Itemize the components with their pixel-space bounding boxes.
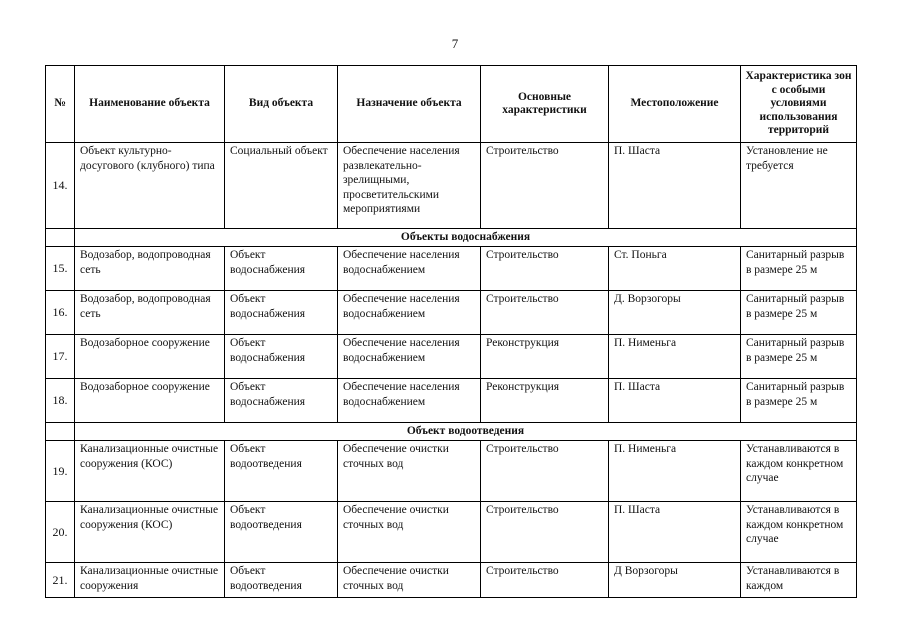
table-row	[46, 247, 857, 291]
row-number: 18.	[46, 379, 75, 423]
cell-characteristics: Строительство	[481, 291, 609, 335]
cell-purpose: Обеспечение очистки сточных вод	[338, 502, 481, 563]
row-number: 19.	[46, 441, 75, 502]
table-row	[46, 502, 857, 563]
table-row	[46, 143, 857, 229]
cell-location: П. Нименьга	[609, 335, 741, 379]
row-number: 16.	[46, 291, 75, 335]
cell-characteristics: Реконструкция	[481, 335, 609, 379]
section-spacer	[46, 229, 75, 247]
cell-zones: Устанавливаются в каждом конкретном случае	[741, 502, 857, 563]
header-purpose: Назначение объекта	[338, 66, 481, 143]
cell-characteristics: Строительство	[481, 563, 609, 598]
section-title-sewer: Объект водоотведения	[75, 423, 857, 441]
header-zones: Характеристика зон с особыми условиями использования территорий	[741, 66, 857, 143]
section-spacer	[46, 423, 75, 441]
row-number: 20.	[46, 502, 75, 563]
header-num: №	[46, 66, 75, 143]
table-row	[46, 335, 857, 379]
cell-type: Социальный объект	[225, 143, 338, 229]
cell-zones: Санитарный разрыв в размере 25 м	[741, 379, 857, 423]
header-name: Наименование объекта	[75, 66, 225, 143]
cell-characteristics: Реконструкция	[481, 379, 609, 423]
cell-characteristics: Строительство	[481, 441, 609, 502]
cell-type: Объект водоотведения	[225, 502, 338, 563]
cell-characteristics: Строительство	[481, 247, 609, 291]
cell-location: Д Ворзогоры	[609, 563, 741, 598]
cell-name: Водозаборное сооружение	[75, 379, 225, 423]
cell-type: Объект водоотведения	[225, 441, 338, 502]
table-row	[46, 441, 857, 502]
header-characteristics: Основные характеристики	[481, 66, 609, 143]
cell-characteristics: Строительство	[481, 502, 609, 563]
cell-purpose: Обеспечение очистки сточных вод	[338, 441, 481, 502]
cell-purpose: Обеспечение населения водоснабжением	[338, 291, 481, 335]
cell-purpose: Обеспечение населения водоснабжением	[338, 247, 481, 291]
cell-name: Водозабор, водопроводная сеть	[75, 247, 225, 291]
section-title-water: Объекты водоснабжения	[75, 229, 857, 247]
cell-type: Объект водоснабжения	[225, 379, 338, 423]
row-number: 15.	[46, 247, 75, 291]
cell-zones: Санитарный разрыв в размере 25 м	[741, 247, 857, 291]
table-row	[46, 291, 857, 335]
table-row	[46, 379, 857, 423]
cell-name: Водозабор, водопроводная сеть	[75, 291, 225, 335]
section-header-water	[46, 229, 857, 247]
cell-zones: Устанавливаются в каждом	[741, 563, 857, 598]
header-type: Вид объекта	[225, 66, 338, 143]
cell-name: Канализационные очистные сооружения (КОС)	[75, 441, 225, 502]
cell-type: Объект водоотведения	[225, 563, 338, 598]
header-row	[46, 66, 857, 143]
cell-type: Объект водоснабжения	[225, 247, 338, 291]
cell-location: П. Шаста	[609, 143, 741, 229]
objects-table	[45, 65, 857, 598]
cell-type: Объект водоснабжения	[225, 335, 338, 379]
page-number: 7	[451, 36, 459, 51]
cell-type: Объект водоснабжения	[225, 291, 338, 335]
table-row	[46, 563, 857, 598]
cell-location: Ст. Поньга	[609, 247, 741, 291]
cell-purpose: Обеспечение населения водоснабжением	[338, 335, 481, 379]
cell-characteristics: Строительство	[481, 143, 609, 229]
cell-zones: Устанавливаются в каждом конкретном случае	[741, 441, 857, 502]
cell-purpose: Обеспечение населения развлекательно-зрелищными, просветительскими мероприятиями	[338, 143, 481, 229]
cell-purpose: Обеспечение очистки сточных вод	[338, 563, 481, 598]
cell-name: Водозаборное сооружение	[75, 335, 225, 379]
cell-location: П. Нименьга	[609, 441, 741, 502]
row-number: 17.	[46, 335, 75, 379]
cell-name: Канализационные очистные сооружения (КОС)	[75, 502, 225, 563]
cell-location: Д. Ворзогоры	[609, 291, 741, 335]
section-header-sewer	[46, 423, 857, 441]
cell-zones: Санитарный разрыв в размере 25 м	[741, 335, 857, 379]
row-number: 21.	[46, 563, 75, 598]
cell-location: П. Шаста	[609, 379, 741, 423]
cell-name: Канализационные очистные сооружения	[75, 563, 225, 598]
cell-zones: Установление не требуется	[741, 143, 857, 229]
row-number: 14.	[46, 143, 75, 229]
cell-purpose: Обеспечение населения водоснабжением	[338, 379, 481, 423]
cell-location: П. Шаста	[609, 502, 741, 563]
header-location: Местоположение	[609, 66, 741, 143]
cell-name: Объект культурно-досугового (клубного) типа	[75, 143, 225, 229]
cell-zones: Санитарный разрыв в размере 25 м	[741, 291, 857, 335]
